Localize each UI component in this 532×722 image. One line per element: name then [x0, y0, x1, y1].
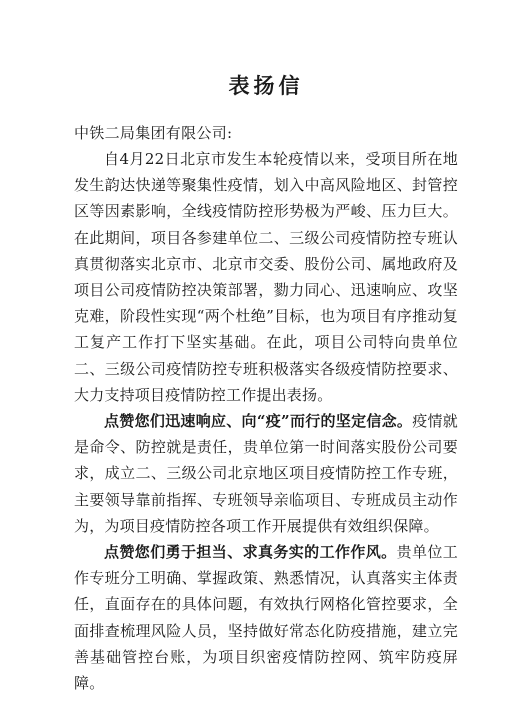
paragraph-1-body: 自4月22日北京市发生本轮疫情以来，受项目所在地发生韵达快递等聚集性疫情，划入中高风险地区、封管控区等因素影响，全线疫情防控形势极为严峻、压力巨大。在此期间，项目各参建单位二、三级公司疫情防控专班认真贯彻落实北京市、北京市交委、股份公司、属地政府及项目公司疫情防控决策部署，勠力同心、迅速响应、攻坚克难，阶段性实现“两个杜绝”目标，也为项目有序推动复工复产工作打下坚实基础。在此，项目公司特向贵单位二、三级公司疫情防控专班积极落实各级疫情防控要求、大力支持项目疫情防控工作提出表扬。 — [74, 150, 458, 404]
letter-salutation: 中铁二局集团有限公司: — [74, 124, 233, 142]
letter-title: 表扬信 — [228, 73, 304, 98]
paragraph-1 — [74, 146, 458, 408]
paragraph-2 — [74, 408, 458, 539]
paragraph-3 — [74, 539, 458, 696]
paragraph-2-body: 疫情就是命令、防控就是责任，贵单位第一时间落实股份公司要求，成立二、三级公司北京地区项目疫情防控工作专班，主要领导靠前指挥、专班领导亲临项目、专班成员主动作为，为项目疫情防控各项工作开展提供有效组织保障。 — [74, 412, 458, 535]
paragraph-3-lead: 点赞您们勇于担当、求真务实的工作作风。 — [104, 543, 397, 562]
paragraph-2-lead: 点赞您们迅速响应、向“疫”而行的坚定信念。 — [104, 412, 413, 431]
paragraph-3-body: 贵单位工作专班分工明确、掌握政策、熟悉情况，认真落实主体责任，直面存在的具体问题，有效执行网格化管控要求，全面排查梳理风险人员，坚持做好常态化防疫措施，建立完善基础管控台账，为项目织密疫情防控网、筑牢防疫屏障。 — [74, 543, 458, 693]
